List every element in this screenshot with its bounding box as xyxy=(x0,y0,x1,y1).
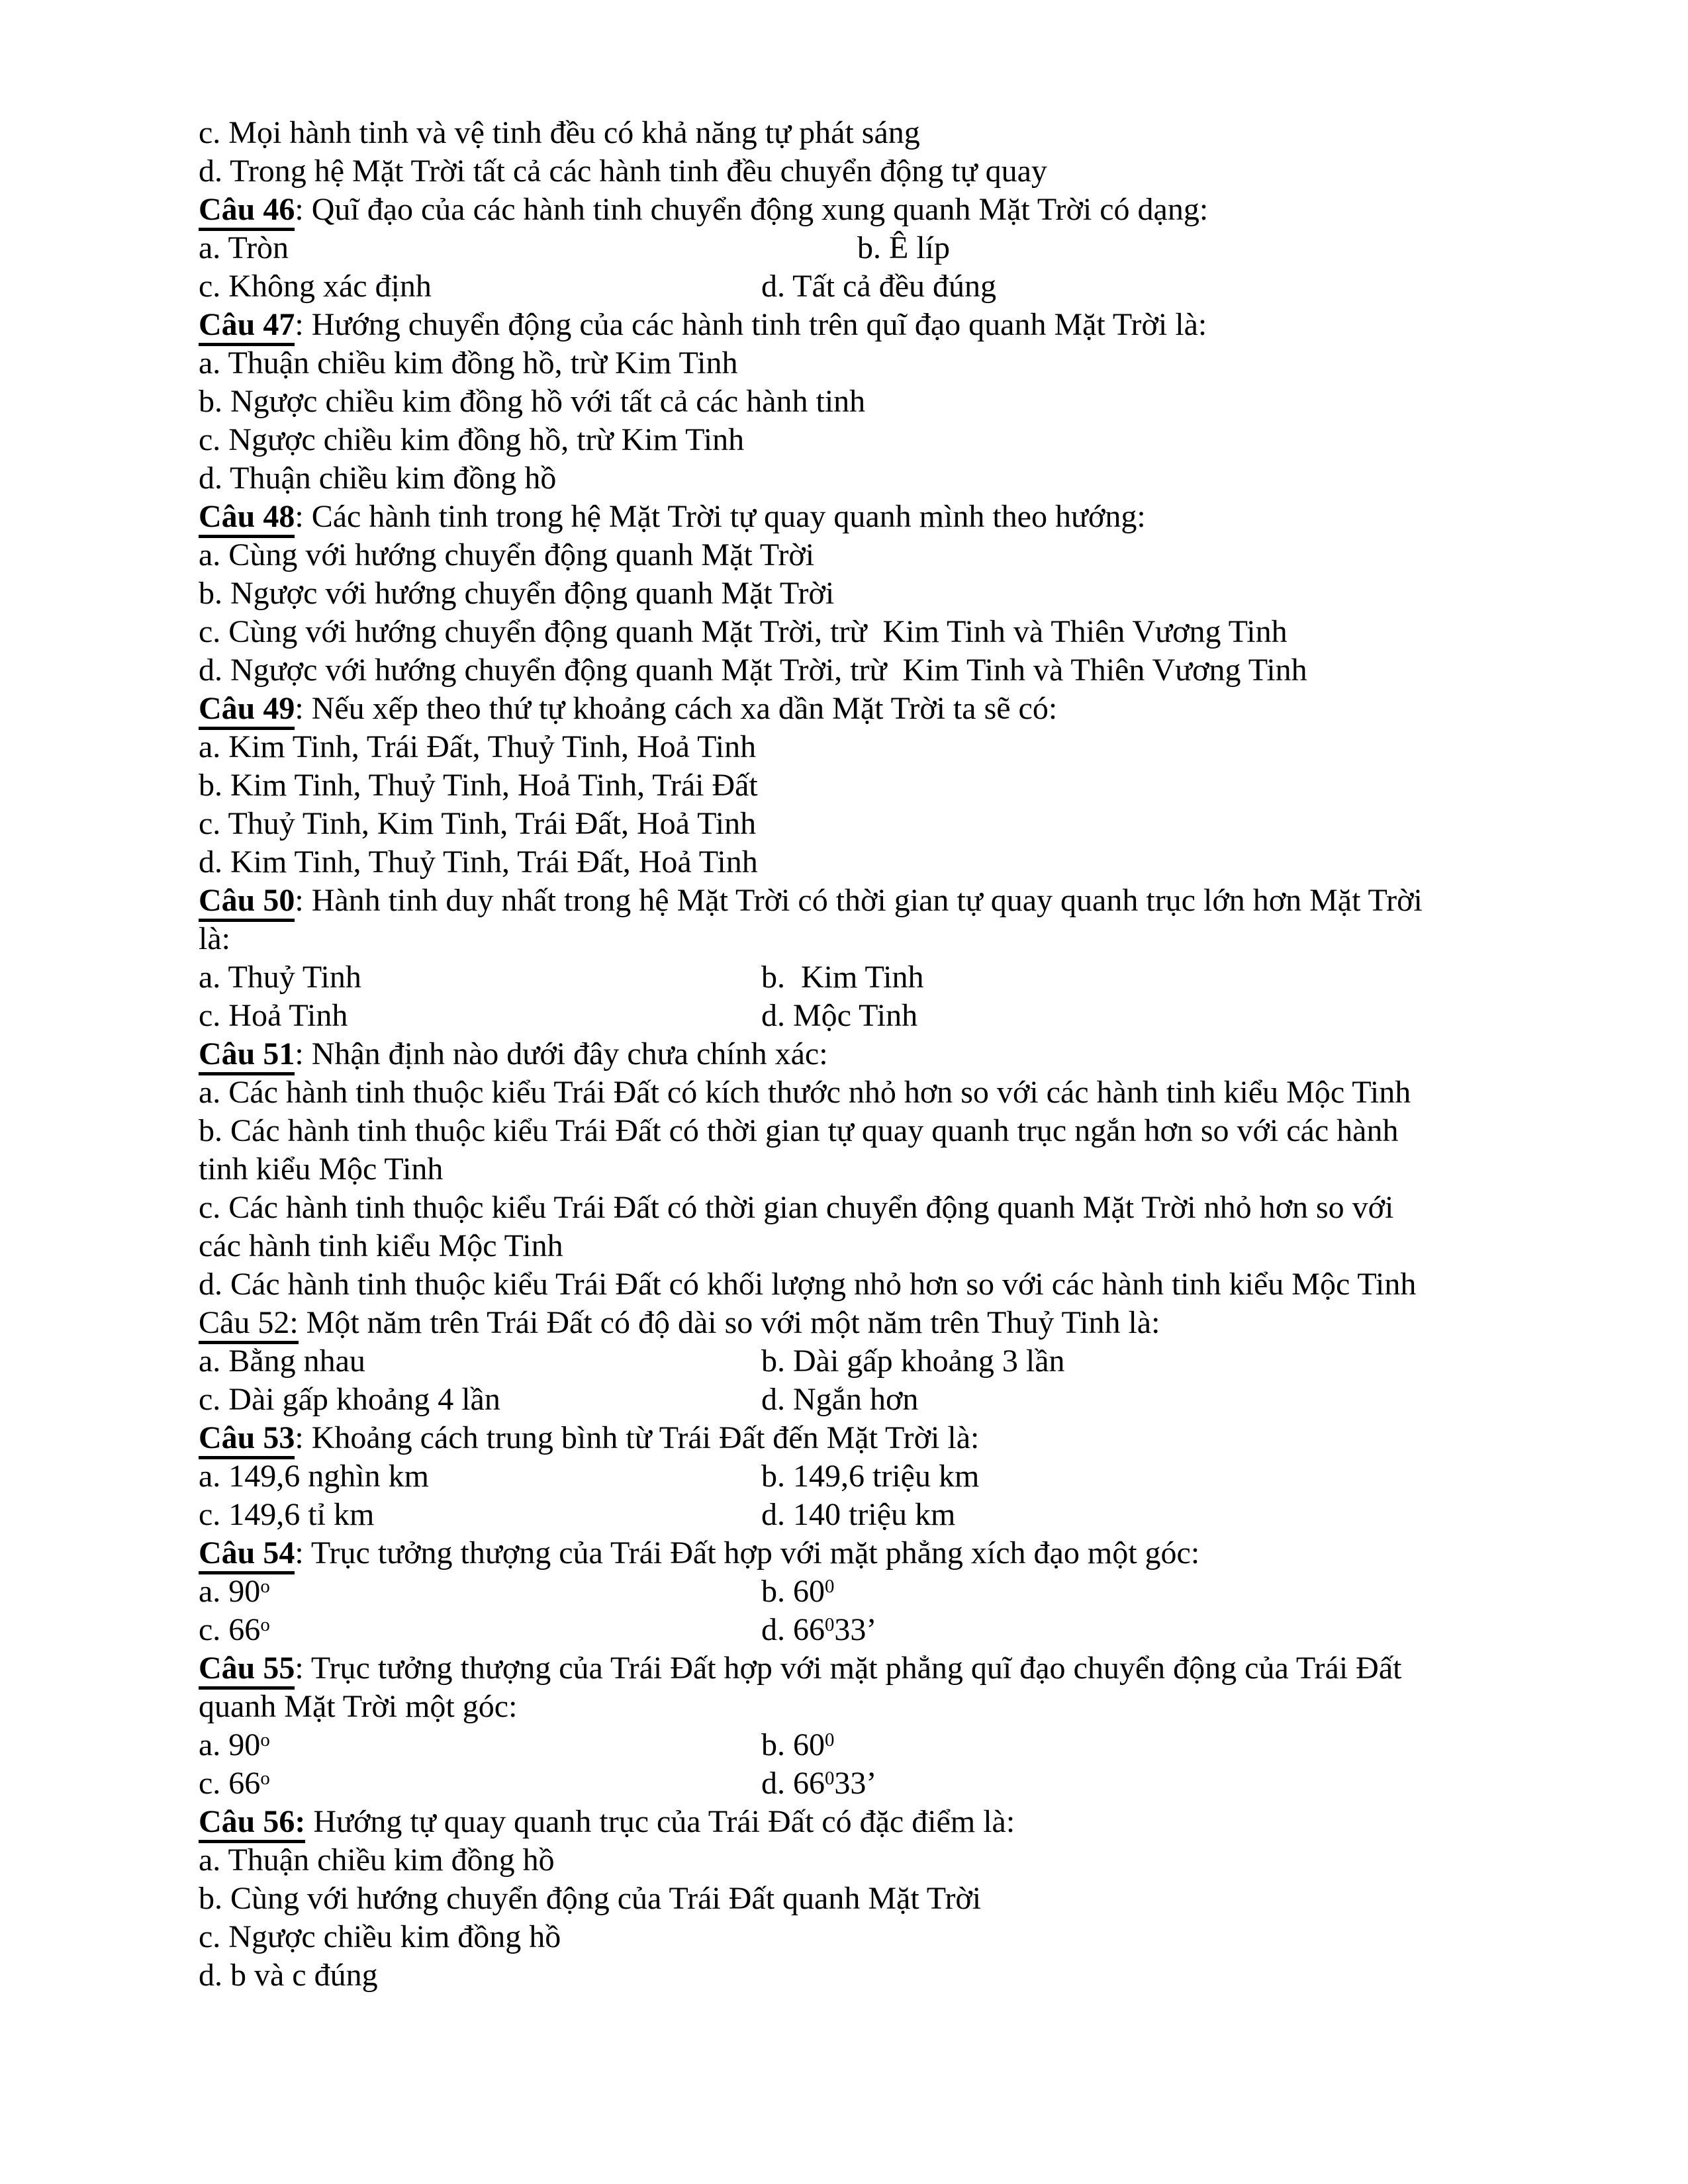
question-label: Câu 53 xyxy=(199,1420,295,1459)
question-line xyxy=(199,498,1529,536)
text-line xyxy=(199,1112,1529,1150)
options-pair-row xyxy=(199,1726,1529,1764)
question-text: : Quĩ đạo của các hành tinh chuyển động xung quanh Mặt Trời có dạng: xyxy=(295,192,1209,227)
option-text: c. Các hành tinh thuộc kiểu Trái Đất có thời gian chuyển động quanh Mặt Trời nhỏ hơn so với xyxy=(199,1190,1394,1225)
text-line xyxy=(199,613,1529,651)
text-line xyxy=(199,114,1529,152)
option-text: a. Thuận chiều kim đồng hồ, trừ Kim Tinh xyxy=(199,345,738,381)
question-label: Câu 54 xyxy=(199,1535,295,1574)
text-line xyxy=(199,574,1529,613)
option-text: d. Kim Tinh, Thuỷ Tinh, Trái Đất, Hoả Tinh xyxy=(199,844,758,880)
option-b: d. $66^033$’ xyxy=(761,1766,877,1801)
option-b: b. $60^0$ xyxy=(761,1574,835,1609)
option-b: b. Dài gấp khoảng 3 lần xyxy=(761,1343,1065,1379)
option-text: d. Ngược với hướng chuyển động quanh Mặt Trời, trừ Kim Tinh và Thiên Vương Tinh xyxy=(199,653,1307,688)
question-text: : Hành tinh duy nhất trong hệ Mặt Trời có thời gian tự quay quanh trục lớn hơn Mặt Trời xyxy=(295,883,1423,918)
question-label: Câu 50 xyxy=(199,883,295,922)
text-line xyxy=(199,1918,1529,1956)
question-line xyxy=(199,1419,1529,1457)
options-pair-row xyxy=(199,1457,1529,1496)
option-text: d. Trong hệ Mặt Trời tất cả các hành tinh đều chuyển động tự quay xyxy=(199,154,1047,189)
option-text: c. Ngược chiều kim đồng hồ, trừ Kim Tinh xyxy=(199,422,745,457)
text-line xyxy=(199,536,1529,574)
option-a: a. Bằng nhau xyxy=(199,1343,365,1379)
question-label: Câu 51 xyxy=(199,1036,295,1075)
text-line xyxy=(199,651,1529,690)
question-label: Câu 52: xyxy=(199,1305,299,1344)
question-line xyxy=(199,1035,1529,1073)
option-a: a. 90$^o$ xyxy=(199,1574,270,1609)
question-text: : Trục tưởng thượng của Trái Đất hợp với mặt phẳng xích đạo một góc: xyxy=(295,1535,1200,1570)
option-text: d. b và c đúng xyxy=(199,1958,378,1993)
options-pair-row xyxy=(199,267,1529,306)
document-content xyxy=(199,114,1529,1995)
question-label: Câu 55 xyxy=(199,1651,295,1690)
option-a: c. 149,6 tỉ km xyxy=(199,1497,375,1532)
options-pair-row xyxy=(199,1572,1529,1611)
option-b: d. $66^033$’ xyxy=(761,1612,877,1647)
option-b: d. 140 triệu km xyxy=(761,1497,956,1532)
text-line xyxy=(199,843,1529,882)
question-text: : Nhận định nào dưới đây chưa chính xác: xyxy=(295,1036,828,1071)
text-line xyxy=(199,920,1529,958)
option-text: c. Cùng với hướng chuyển động quanh Mặt Trời, trừ Kim Tinh và Thiên Vương Tinh xyxy=(199,614,1288,649)
text-line xyxy=(199,421,1529,459)
option-text: là: xyxy=(199,921,230,956)
option-a: a. 149,6 nghìn km xyxy=(199,1459,429,1494)
question-line xyxy=(199,1304,1529,1342)
question-label: Câu 46 xyxy=(199,192,295,231)
question-label: Câu 47 xyxy=(199,307,295,346)
option-text: b. Ngược với hướng chuyển động quanh Mặt Trời xyxy=(199,576,835,611)
question-line xyxy=(199,882,1529,920)
option-text: b. Kim Tinh, Thuỷ Tinh, Hoả Tinh, Trái Đất xyxy=(199,768,758,803)
options-pair-row xyxy=(199,1342,1529,1381)
question-line xyxy=(199,306,1529,344)
options-pair-row xyxy=(199,958,1529,997)
option-a: a. Tròn xyxy=(199,230,289,265)
option-b: d. Tất cả đều đúng xyxy=(761,269,997,304)
option-a: a. 90$^o$ xyxy=(199,1727,270,1762)
question-text: : Hướng chuyển động của các hành tinh trên quĩ đạo quanh Mặt Trời là: xyxy=(295,307,1207,342)
option-a: c. Hoả Tinh xyxy=(199,998,348,1033)
text-line xyxy=(199,1688,1529,1726)
option-a: c. Dài gấp khoảng 4 lần xyxy=(199,1382,500,1417)
text-line xyxy=(199,459,1529,498)
option-text: b. Các hành tinh thuộc kiểu Trái Đất có thời gian tự quay quanh trục ngắn hơn so với các hành xyxy=(199,1113,1399,1148)
text-line xyxy=(199,344,1529,383)
option-b: b. Ê líp xyxy=(857,230,950,265)
option-a: a. Thuỷ Tinh xyxy=(199,960,361,995)
question-text: : Trục tưởng thượng của Trái Đất hợp với mặt phẳng quĩ đạo chuyển động của Trái Đất xyxy=(295,1651,1402,1686)
option-b: b. Kim Tinh xyxy=(761,960,924,995)
text-line xyxy=(199,1227,1529,1265)
question-text: Hướng tự quay quanh trục của Trái Đất có đặc điểm là: xyxy=(305,1804,1015,1839)
text-line xyxy=(199,152,1529,191)
question-line xyxy=(199,1803,1529,1841)
option-text: b. Cùng với hướng chuyển động của Trái Đất quanh Mặt Trời xyxy=(199,1881,982,1916)
option-b: b. $60^0$ xyxy=(761,1727,835,1762)
question-label: Câu 48 xyxy=(199,499,295,538)
option-text: c. Ngược chiều kim đồng hồ xyxy=(199,1919,561,1954)
question-text: Một năm trên Trái Đất có độ dài so với một năm trên Thuỷ Tinh là: xyxy=(298,1305,1160,1340)
text-line xyxy=(199,1841,1529,1880)
text-line xyxy=(199,1073,1529,1112)
options-pair-row xyxy=(199,1764,1529,1803)
option-text: b. Ngược chiều kim đồng hồ với tất cả các hành tinh xyxy=(199,384,866,419)
question-line xyxy=(199,1534,1529,1572)
question-text: : Khoảng cách trung bình từ Trái Đất đến Mặt Trời là: xyxy=(295,1420,980,1455)
option-a: c. 66$^o$ xyxy=(199,1612,270,1647)
question-text: : Các hành tinh trong hệ Mặt Trời tự quay quanh mình theo hướng: xyxy=(295,499,1146,534)
text-line xyxy=(199,383,1529,421)
option-text: a. Cùng với hướng chuyển động quanh Mặt Trời xyxy=(199,537,815,572)
text-line xyxy=(199,805,1529,843)
text-line xyxy=(199,1880,1529,1918)
question-text: : Nếu xếp theo thứ tự khoảng cách xa dần Mặt Trời ta sẽ có: xyxy=(295,691,1058,726)
option-a: c. Không xác định xyxy=(199,269,432,304)
option-text: các hành tinh kiểu Mộc Tinh xyxy=(199,1228,563,1263)
option-b: b. 149,6 triệu km xyxy=(761,1459,980,1494)
text-line xyxy=(199,1265,1529,1304)
question-label: Câu 49 xyxy=(199,691,295,730)
option-text: a. Các hành tinh thuộc kiểu Trái Đất có kích thước nhỏ hơn so với các hành tinh kiểu Mộc Tinh xyxy=(199,1075,1411,1110)
option-text: tinh kiểu Mộc Tinh xyxy=(199,1152,444,1187)
question-label: Câu 56: xyxy=(199,1804,305,1843)
options-pair-row xyxy=(199,229,1529,267)
option-text: d. Các hành tinh thuộc kiểu Trái Đất có khối lượng nhỏ hơn so với các hành tinh kiểu Mộc Tinh xyxy=(199,1267,1417,1302)
option-text: quanh Mặt Trời một góc: xyxy=(199,1689,518,1724)
option-a: c. 66$^o$ xyxy=(199,1766,270,1801)
option-b: d. Ngắn hơn xyxy=(761,1382,919,1417)
options-pair-row xyxy=(199,997,1529,1035)
question-line xyxy=(199,191,1529,229)
option-text: c. Mọi hành tinh và vệ tinh đều có khả năng tự phát sáng xyxy=(199,115,920,150)
option-text: a. Thuận chiều kim đồng hồ xyxy=(199,1843,555,1878)
text-line xyxy=(199,766,1529,805)
text-line xyxy=(199,728,1529,766)
question-line xyxy=(199,1649,1529,1688)
text-line xyxy=(199,1150,1529,1189)
options-pair-row xyxy=(199,1381,1529,1419)
question-line xyxy=(199,690,1529,728)
option-text: a. Kim Tinh, Trái Đất, Thuỷ Tinh, Hoả Tinh xyxy=(199,729,757,764)
text-line xyxy=(199,1956,1529,1995)
text-line xyxy=(199,1189,1529,1227)
option-text: d. Thuận chiều kim đồng hồ xyxy=(199,461,557,496)
options-pair-row xyxy=(199,1496,1529,1534)
option-b: d. Mộc Tinh xyxy=(761,998,918,1033)
option-text: c. Thuỷ Tinh, Kim Tinh, Trái Đất, Hoả Tinh xyxy=(199,806,757,841)
options-pair-row xyxy=(199,1611,1529,1649)
